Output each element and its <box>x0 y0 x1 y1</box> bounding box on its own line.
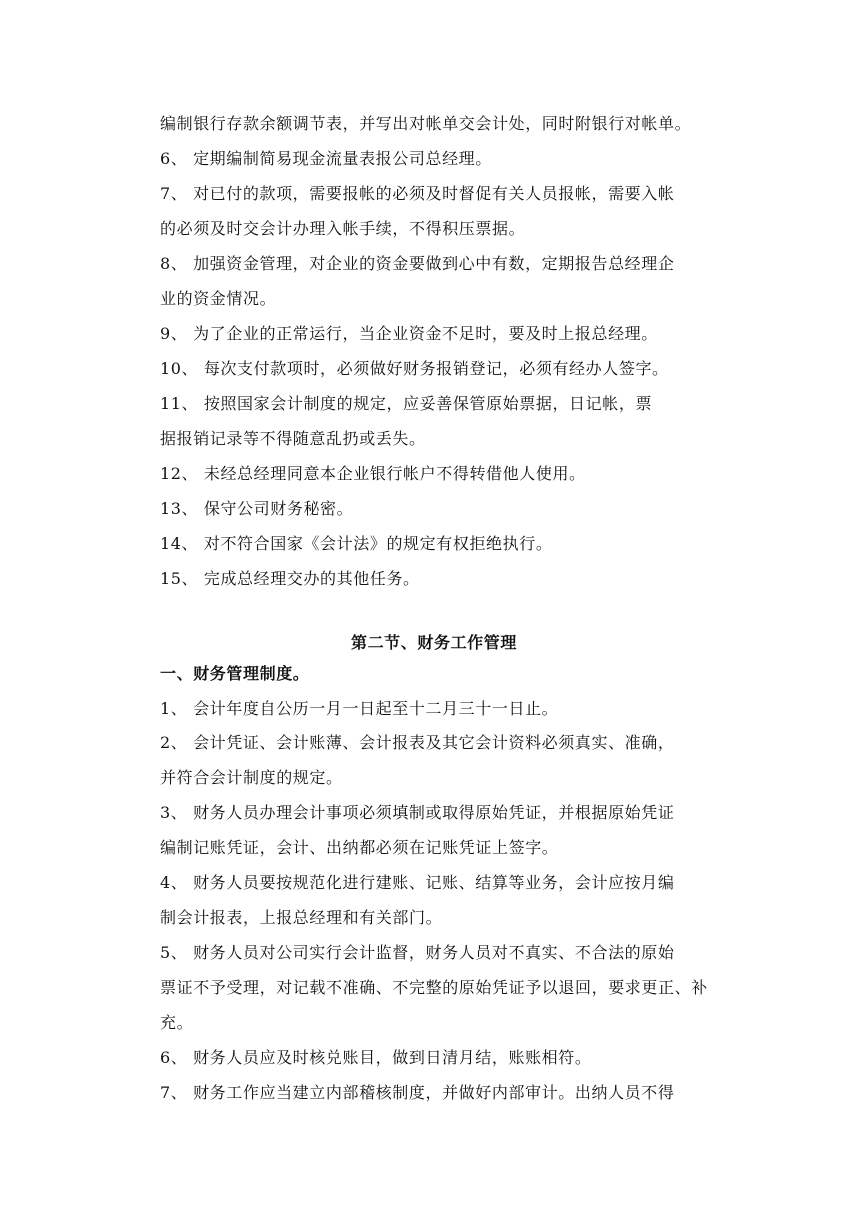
subsection-heading: 一、财务管理制度。 <box>160 664 310 683</box>
paragraph-line: 10、 每次支付款项时，必须做好财务报销登记，必须有经办人签字。 <box>160 359 669 378</box>
paragraph-line: 4、 财务人员要按规范化进行建账、记账、结算等业务，会计应按月编 <box>160 873 675 892</box>
paragraph-line: 11、 按照国家会计制度的规定，应妥善保管原始票据，日记帐，票 <box>160 394 653 413</box>
paragraph-line: 3、 财务人员办理会计事项必须填制或取得原始凭证，并根据原始凭证 <box>160 803 675 822</box>
paragraph-line: 编制记账凭证，会计、出纳都必须在记账凭证上签字。 <box>160 838 559 857</box>
paragraph-line: 业的资金情况。 <box>160 289 277 308</box>
paragraph-line: 8、 加强资金管理，对企业的资金要做到心中有数，定期报告总经理企 <box>160 254 675 273</box>
paragraph-line: 1、 会计年度自公历一月一日起至十二月三十一日止。 <box>160 699 559 718</box>
paragraph-line: 据报销记录等不得随意乱扔或丢失。 <box>160 429 426 448</box>
paragraph-line: 6、 定期编制简易现金流量表报公司总经理。 <box>160 149 492 168</box>
paragraph-line: 充。 <box>160 1013 194 1032</box>
paragraph-line: 9、 为了企业的正常运行，当企业资金不足时，要及时上报总经理。 <box>160 324 658 343</box>
paragraph-line: 7、 财务工作应当建立内部稽核制度，并做好内部审计。出纳人员不得 <box>160 1083 675 1102</box>
paragraph-line: 6、 财务人员应及时核兑账目，做到日清月结，账账相符。 <box>160 1048 592 1067</box>
paragraph-line: 制会计报表，上报总经理和有关部门。 <box>160 908 443 927</box>
paragraph-line: 票证不予受理，对记载不准确、不完整的原始凭证予以退回，要求更正、补 <box>160 978 708 997</box>
section-heading: 第二节、财务工作管理 <box>350 633 517 652</box>
paragraph-line: 的必须及时交会计办理入帐手续，不得积压票据。 <box>160 219 526 238</box>
paragraph-line: 编制银行存款余额调节表，并写出对帐单交会计处，同时附银行对帐单。 <box>160 114 692 133</box>
paragraph-line: 14、 对不符合国家《会计法》的规定有权拒绝执行。 <box>160 534 553 553</box>
paragraph-line: 并符合会计制度的规定。 <box>160 768 343 787</box>
paragraph-line: 15、 完成总经理交办的其他任务。 <box>160 569 420 588</box>
paragraph-line: 2、 会计凭证、会计账薄、会计报表及其它会计资料必须真实、准确， <box>160 733 675 752</box>
paragraph-line: 7、 对已付的款项，需要报帐的必须及时督促有关人员报帐，需要入帐 <box>160 184 675 203</box>
paragraph-line: 13、 保守公司财务秘密。 <box>160 499 354 518</box>
paragraph-line: 5、 财务人员对公司实行会计监督，财务人员对不真实、不合法的原始 <box>160 943 675 962</box>
paragraph-line: 12、 未经总经理同意本企业银行帐户不得转借他人使用。 <box>160 464 586 483</box>
